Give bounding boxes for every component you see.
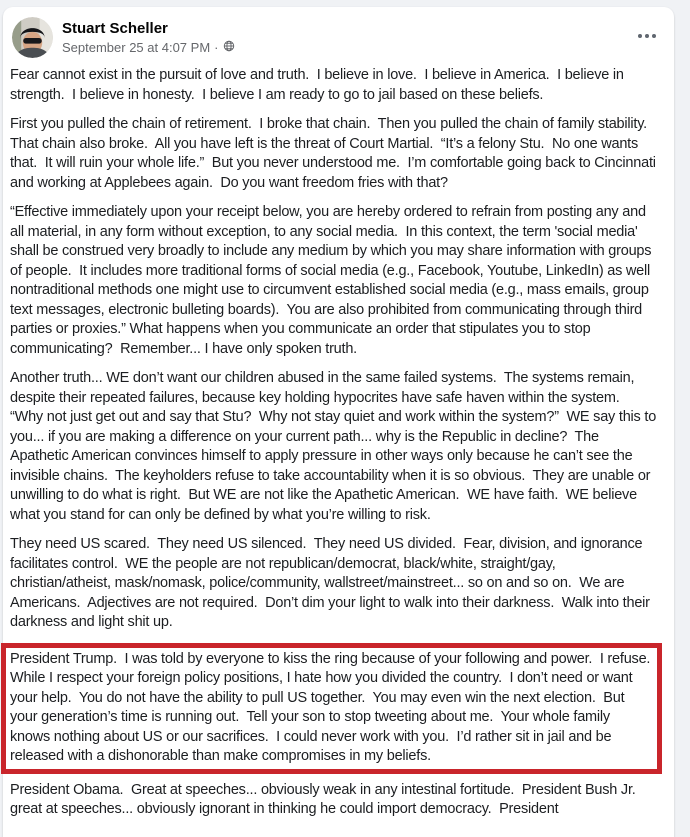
facebook-post-card bbox=[3, 7, 674, 837]
post-paragraph: “Effective immediately upon your receipt below, you are hereby ordered to refrain from posting any and all material, in any form without exception, to any social media. In this context, the term 'social media' shall be construed very broadly to include any medium by which you may share information with groups of people. It includes more traditional forms of social media (e.g., Facebook, Youtube, LinkedIn) as well nontraditional methods one might use to circumvent established social media (e.g., mass emails, group text messages, electronic bulleting boards). You are also prohibited from communicating through third parties or proxies.” What happens when you communicate an order that stipulates you to stop communicating? Remember... I have only spoken truth. bbox=[10, 204, 656, 357]
post-paragraph: They need US scared. They need US silenced. They need US divided. Fear, division, and ignorance facilitates control. WE the people are not republican/democrat, black/white, straight/gay, christian/atheist, mask/nomask, police/community, wallstreet/mainstreet... so on and so on. We are Americans. Adjectives are not required. Don’t dim your light to walk into their darkness. Walk into their darkness and light shit up. bbox=[10, 536, 654, 630]
post-paragraph: Fear cannot exist in the pursuit of love and truth. I believe in love. I believe in America. I believe in strength. I believe in honesty. I believe I am ready to go to jail based on these beliefs. bbox=[10, 67, 628, 103]
avatar[interactable] bbox=[12, 17, 53, 58]
profile-photo bbox=[12, 17, 53, 58]
meta-separator: · bbox=[214, 39, 219, 55]
timestamp[interactable]: September 25 at 4:07 PM bbox=[62, 39, 211, 55]
post-header bbox=[3, 7, 674, 62]
author-name[interactable]: Stuart Scheller bbox=[62, 20, 168, 37]
post-meta bbox=[62, 38, 235, 56]
three-dots-menu-icon bbox=[638, 34, 656, 38]
post-body bbox=[3, 62, 674, 820]
post-paragraph: Another truth... WE don’t want our children abused in the same failed systems. The systems remain, despite their repeated failures, because key holding hypocrites have safe haven within the system. “Why not just get out and say that Stu? Why not stay quiet and work within the system?” WE say this to you... if you are making a difference on your current path... why is the Republic in decline? The Apathetic American convinces himself to apply pressure in other ways only because he can’t see the invisible chains. The keyholders refuse to take accountability when it is so obvious. They are unable or unwilling to do what is right. But WE are not like the Apathetic American. WE have faith. WE believe what you stand for can only be defined by what you’re willing to risk. bbox=[10, 370, 660, 523]
highlighted-paragraph: President Trump. I was told by everyone to kiss the ring because of your following and power. I refuse. While I respect your foreign policy positions, I hate how you divided the country. I don’t need or want your help. You do not have the ability to pull US together. You may even win the next election. But your generation’s time is running out. Tell your son to stop tweeting about me. Your whole family knows nothing about US or our sacrifices. I could never work with you. I’d rather sit in jail and be released with a dishonorable than make compromises in my beliefs. bbox=[1, 643, 662, 774]
header-info bbox=[62, 19, 235, 56]
globe-public-icon bbox=[223, 39, 235, 56]
post-paragraph: First you pulled the chain of retirement. I broke that chain. Then you pulled the chain of family stability. That chain also broke. All you have left is the threat of Court Martial. “It’s a felony Stu. No one wants that. It will ruin your whole life.” But you never understood me. I’m comfortable going back to Cincinnati and working at Applebees again. Do you want freedom fries with that? bbox=[10, 116, 660, 191]
more-options-button[interactable] bbox=[632, 23, 662, 49]
post-paragraph: President Obama. Great at speeches... obviously weak in any intestinal fortitude. President Bush Jr. great at speeches... obviously ignorant in thinking he could import democracy. President bbox=[10, 781, 644, 817]
